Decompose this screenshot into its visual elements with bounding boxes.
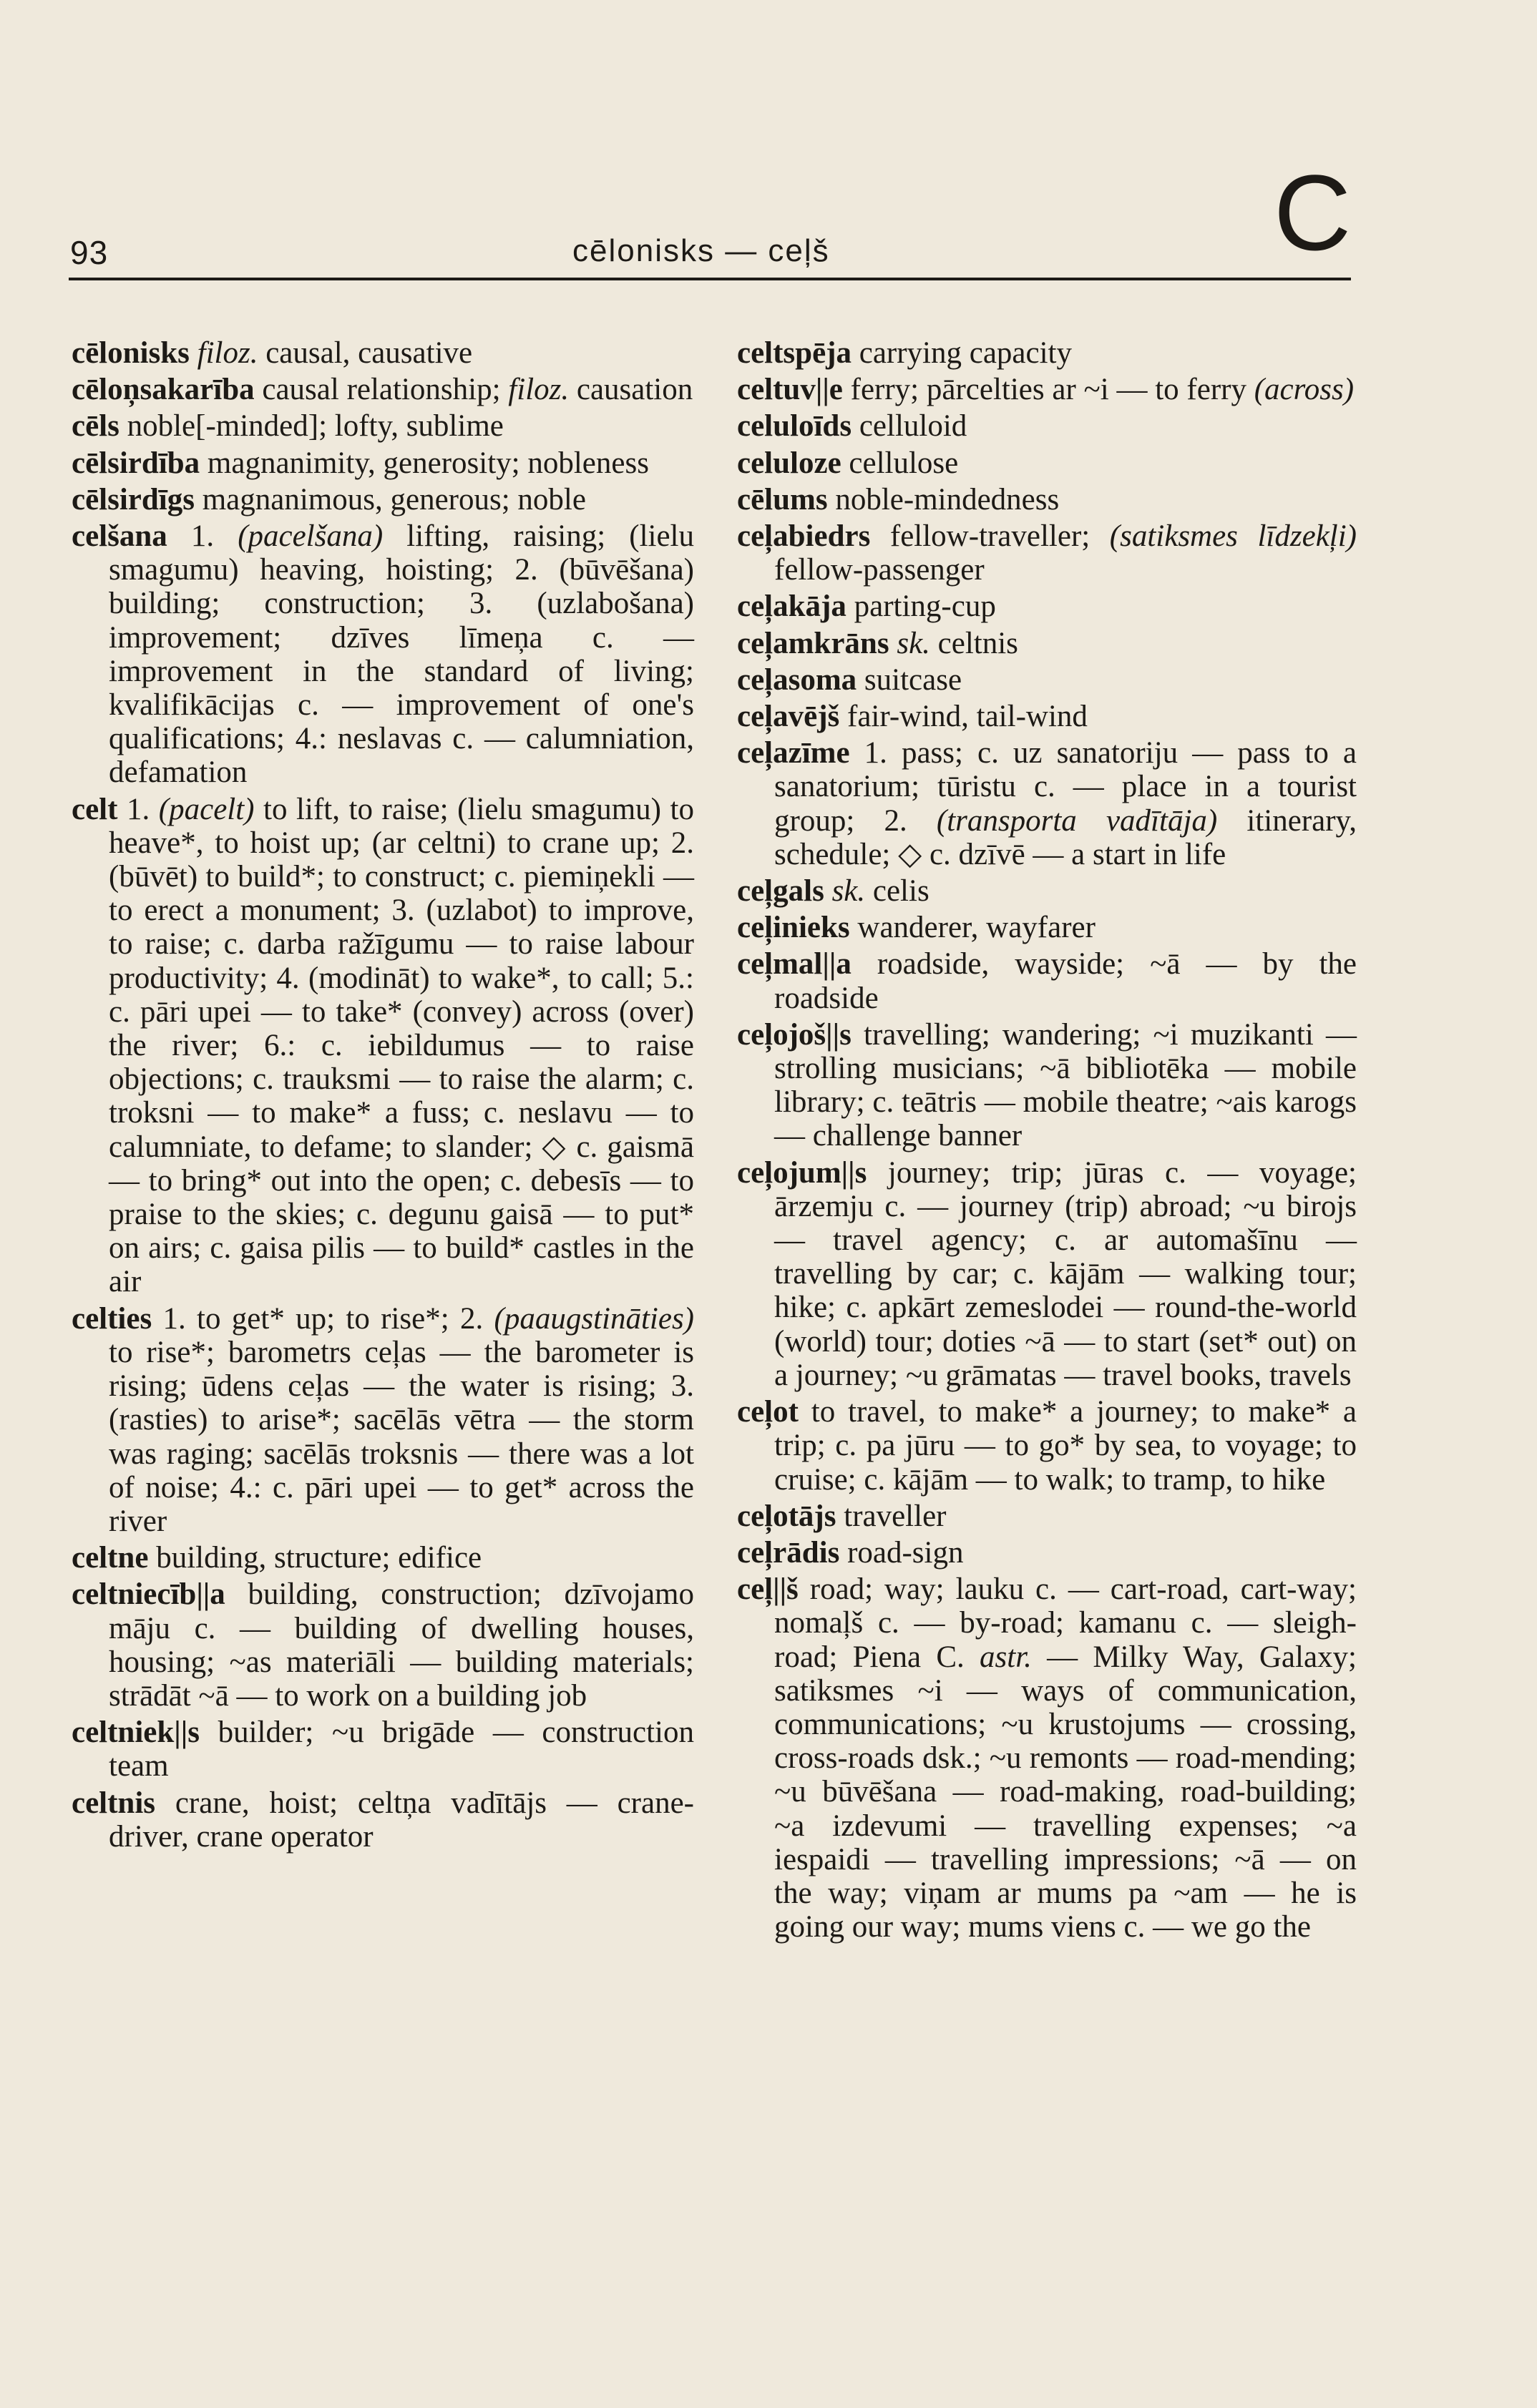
dictionary-entry xyxy=(72,1541,694,1575)
dictionary-entry xyxy=(737,1018,1357,1153)
definition-text: building, structure; edifice xyxy=(148,1541,482,1575)
headword: ceļabiedrs xyxy=(737,519,871,554)
dictionary-entry xyxy=(737,1499,1357,1533)
dictionary-entry xyxy=(737,446,1357,480)
headword: celtspēja xyxy=(737,336,852,370)
italic-label: (across) xyxy=(1254,373,1355,407)
italic-label: sk. xyxy=(897,626,930,660)
italic-label: (pacelt) xyxy=(158,792,255,826)
headword: ceļrādis xyxy=(737,1535,840,1570)
headword: celties xyxy=(72,1301,152,1336)
left-column xyxy=(72,336,694,1856)
dictionary-entry xyxy=(737,1395,1357,1497)
definition-text xyxy=(889,627,897,660)
definition-text: suitcase xyxy=(857,662,962,697)
dictionary-entry xyxy=(737,700,1357,733)
headword: ceļot xyxy=(737,1395,799,1429)
dictionary-entry xyxy=(72,1302,694,1538)
dictionary-entry xyxy=(737,483,1357,517)
headword: ceļavējš xyxy=(737,700,840,734)
headword: celtne xyxy=(72,1541,149,1575)
definition-text: causal relationship; xyxy=(254,373,509,407)
headword: cēlsirdīgs xyxy=(72,482,195,517)
headword: cēlsirdība xyxy=(72,446,200,480)
headword: celtniecīb||a xyxy=(72,1577,225,1612)
dictionary-entry xyxy=(72,373,694,406)
definition-text: magnanimity, generosity; nobleness xyxy=(200,446,649,480)
page-number: 93 xyxy=(70,234,109,271)
dictionary-entry xyxy=(737,1156,1357,1392)
dictionary-entry xyxy=(72,483,694,517)
definition-text: celtnis xyxy=(929,626,1018,660)
dictionary-entry xyxy=(72,1786,694,1854)
definition-text: wanderer, wayfarer xyxy=(849,911,1096,945)
dictionary-entry xyxy=(737,409,1357,443)
dictionary-entry xyxy=(737,911,1357,944)
definition-text: ferry; pārcelties ar ~i — to ferry xyxy=(842,373,1254,407)
headword: cēls xyxy=(72,409,119,444)
italic-label: sk. xyxy=(831,874,866,909)
italic-label: (transporta vadītāja) xyxy=(936,803,1218,838)
dictionary-entry xyxy=(72,446,694,480)
dictionary-entry xyxy=(72,519,694,790)
italic-label: astr. xyxy=(980,1640,1032,1674)
headword: cēloņsakarība xyxy=(72,373,255,407)
definition-text: road; way; lauku c. — cart-road, cart-way; nomaļš c. — by-road; kamanu c. — sleigh-road; Piena C. xyxy=(774,1572,1357,1674)
definition-text: 1. xyxy=(167,519,238,554)
headword: ceļgals xyxy=(737,874,824,909)
headword: ceļamkrāns xyxy=(737,626,889,660)
dictionary-entry xyxy=(737,373,1357,406)
definition-text: noble[-minded]; lofty, sublime xyxy=(119,409,504,444)
headword: ceļmal||a xyxy=(737,947,852,982)
definition-text: cellulose xyxy=(841,446,959,480)
definition-text: — Milky Way, Galaxy; satiksmes ~i — ways of communication, communications; ~u krustojums — crossing, cross-roads dsk.; ~u remonts — road-mending; ~u būvēšana — road-making, road-building; ~a izdevumi — travelling expenses; ~a iespaidi — travelling impressions; ~ā — on the way; viņam ar mums pa ~am — he is going our way; mums viens c. — we go the xyxy=(774,1640,1357,1944)
definition-text: causation xyxy=(569,373,693,407)
section-letter: C xyxy=(1274,152,1352,273)
dictionary-entry xyxy=(737,336,1357,370)
running-head: cēlonisks — ceļš xyxy=(572,233,830,268)
headword: celuloze xyxy=(737,446,841,480)
headword: celuloīds xyxy=(737,409,852,444)
dictionary-entry xyxy=(737,519,1357,587)
italic-label: filoz. xyxy=(508,373,570,407)
definition-text: 1. to get* up; to rise*; 2. xyxy=(152,1301,494,1336)
definition-text: road-sign xyxy=(839,1535,964,1570)
headword: cēlonisks xyxy=(72,336,190,370)
headword: ceļinieks xyxy=(737,911,850,945)
right-column xyxy=(737,336,1357,1947)
definition-text: celluloid xyxy=(852,409,967,444)
header-rule xyxy=(69,278,1351,280)
definition-text: building, construction; dzīvojamo māju c. — building of dwelling houses, housing; ~as materiāli — building materials; strādāt ~ā — to work on a building job xyxy=(109,1577,694,1713)
headword: ceļasoma xyxy=(737,662,857,697)
dictionary-entry xyxy=(737,1572,1357,1944)
definition-text: magnanimous, generous; noble xyxy=(194,482,586,517)
definition-text xyxy=(190,336,197,370)
dictionary-entry xyxy=(737,589,1357,623)
definition-text: builder; ~u brigāde — construction team xyxy=(109,1716,694,1783)
headword: cēlums xyxy=(737,482,828,517)
definition-text: causal, causative xyxy=(258,336,473,370)
definition-text: roadside, wayside; ~ā — by the roadside xyxy=(774,947,1357,1015)
dictionary-entry xyxy=(737,627,1357,660)
headword: ceļojoš||s xyxy=(737,1017,852,1052)
italic-label: (pacelšana) xyxy=(238,519,384,554)
italic-label: (paaugstināties) xyxy=(494,1301,694,1336)
definition-text: to rise*; barometrs ceļas — the barometer is rising; ūdens ceļas — the water is rising; 3. (rasties) to arise*; sacēlās vētra — the storm was raging; sacēlās troksnis — there was a lot of noise; 4.: c. pāri upei — to get* across the river xyxy=(109,1335,694,1538)
headword: celt xyxy=(72,792,118,826)
definition-text: 1. pass; c. uz sanatoriju — pass to a sanatorium; tūristu c. — place in a tourist group; 2. xyxy=(774,736,1357,838)
headword: celšana xyxy=(72,519,167,554)
dictionary-entry xyxy=(737,947,1357,1014)
definition-text: celis xyxy=(865,874,929,909)
dictionary-entry xyxy=(72,1716,694,1783)
definition-text: fair-wind, tail-wind xyxy=(839,700,1088,734)
dictionary-entry xyxy=(72,793,694,1299)
italic-label: filoz. xyxy=(197,336,258,370)
definition-text: parting-cup xyxy=(846,589,996,624)
definition-text: traveller xyxy=(836,1499,947,1533)
definition-text: fellow-passenger xyxy=(774,553,985,587)
definition-text: carrying capacity xyxy=(852,336,1072,370)
definition-text: noble-mindedness xyxy=(827,482,1060,517)
definition-text: to lift, to raise; (lielu smagumu) to heave*, to hoist up; (ar celtni) to crane up; 2. (būvēt) to build*; to construct; c. piemiņekli — to erect a monument; 3. (uzlabot) to improve, to raise; c. darba ražīgumu — to raise labour productivity; 4. (modināt) to wake*, to call; 5.: c. pāri upei — to take* (convey) across (over) the river; 6.: c. iebildumus — to raise objections; c. trauksmi — to raise the alarm; c. troksni — to make* a fuss; c. neslavu — to calumniate, to defame; to slander; ◇ c. gaismā — to bring* out into the open; c. debesīs — to praise to the skies; c. degunu gaisā — to put* on airs; c. gaisa pilis — to build* castles in the air xyxy=(109,792,694,1299)
dictionary-entry xyxy=(737,663,1357,697)
headword: celtnis xyxy=(72,1786,156,1820)
definition-text: lifting, raising; (lielu smagumu) heaving, hoisting; 2. (būvēšana) building; construction; 3. (uzlabošana) improvement; dzīves līmeņa c. — improvement in the standard of living; kvalifikācijas c. — improvement of one's qualifications; 4.: neslavas c. — calumniation, defamation xyxy=(109,519,694,790)
dictionary-entry xyxy=(737,874,1357,908)
headword: ceļazīme xyxy=(737,736,850,770)
headword: celtuv||e xyxy=(737,373,843,407)
dictionary-entry xyxy=(72,409,694,443)
definition-text: to travel, to make* a journey; to make* a trip; c. pa jūru — to go* by sea, to voyage; to cruise; c. kājām — to walk; to tramp, to hike xyxy=(774,1395,1357,1497)
headword: celtniek||s xyxy=(72,1716,200,1750)
definition-text: itinerary, schedule; ◇ c. dzīvē — a start in life xyxy=(774,803,1357,871)
definition-text: fellow-traveller; xyxy=(870,519,1110,554)
definition-text: crane, hoist; celtņa vadītājs — crane-driver, crane operator xyxy=(109,1786,694,1854)
italic-label: (satiksmes līdzekļi) xyxy=(1109,519,1357,554)
dictionary-entry xyxy=(737,1536,1357,1570)
definition-text: travelling; wandering; ~i muzikanti — strolling musicians; ~ā bibliotēka — mobile library; c. teātris — mobile theatre; ~ais karogs — challenge banner xyxy=(774,1017,1357,1153)
definition-text: journey; trip; jūras c. — voyage; ārzemju c. — journey (trip) abroad; ~u birojs — travel agency; c. ar automašīnu — travelling by car; c. kājām — walking tour; hike; c. apkārt zemeslodei — round-the-world (world) tour; doties ~ā — to start (set* out) on a journey; ~u grāmatas — travel books, travels xyxy=(774,1155,1357,1392)
dictionary-entry xyxy=(737,736,1357,871)
headword: ceļotājs xyxy=(737,1499,836,1533)
definition-text xyxy=(824,874,832,908)
headword: ceļ||š xyxy=(737,1572,799,1607)
dictionary-entry xyxy=(72,1577,694,1713)
headword: ceļojum||s xyxy=(737,1155,867,1190)
dictionary-entry xyxy=(72,336,694,370)
definition-text: 1. xyxy=(117,792,159,826)
headword: ceļakāja xyxy=(737,589,846,624)
